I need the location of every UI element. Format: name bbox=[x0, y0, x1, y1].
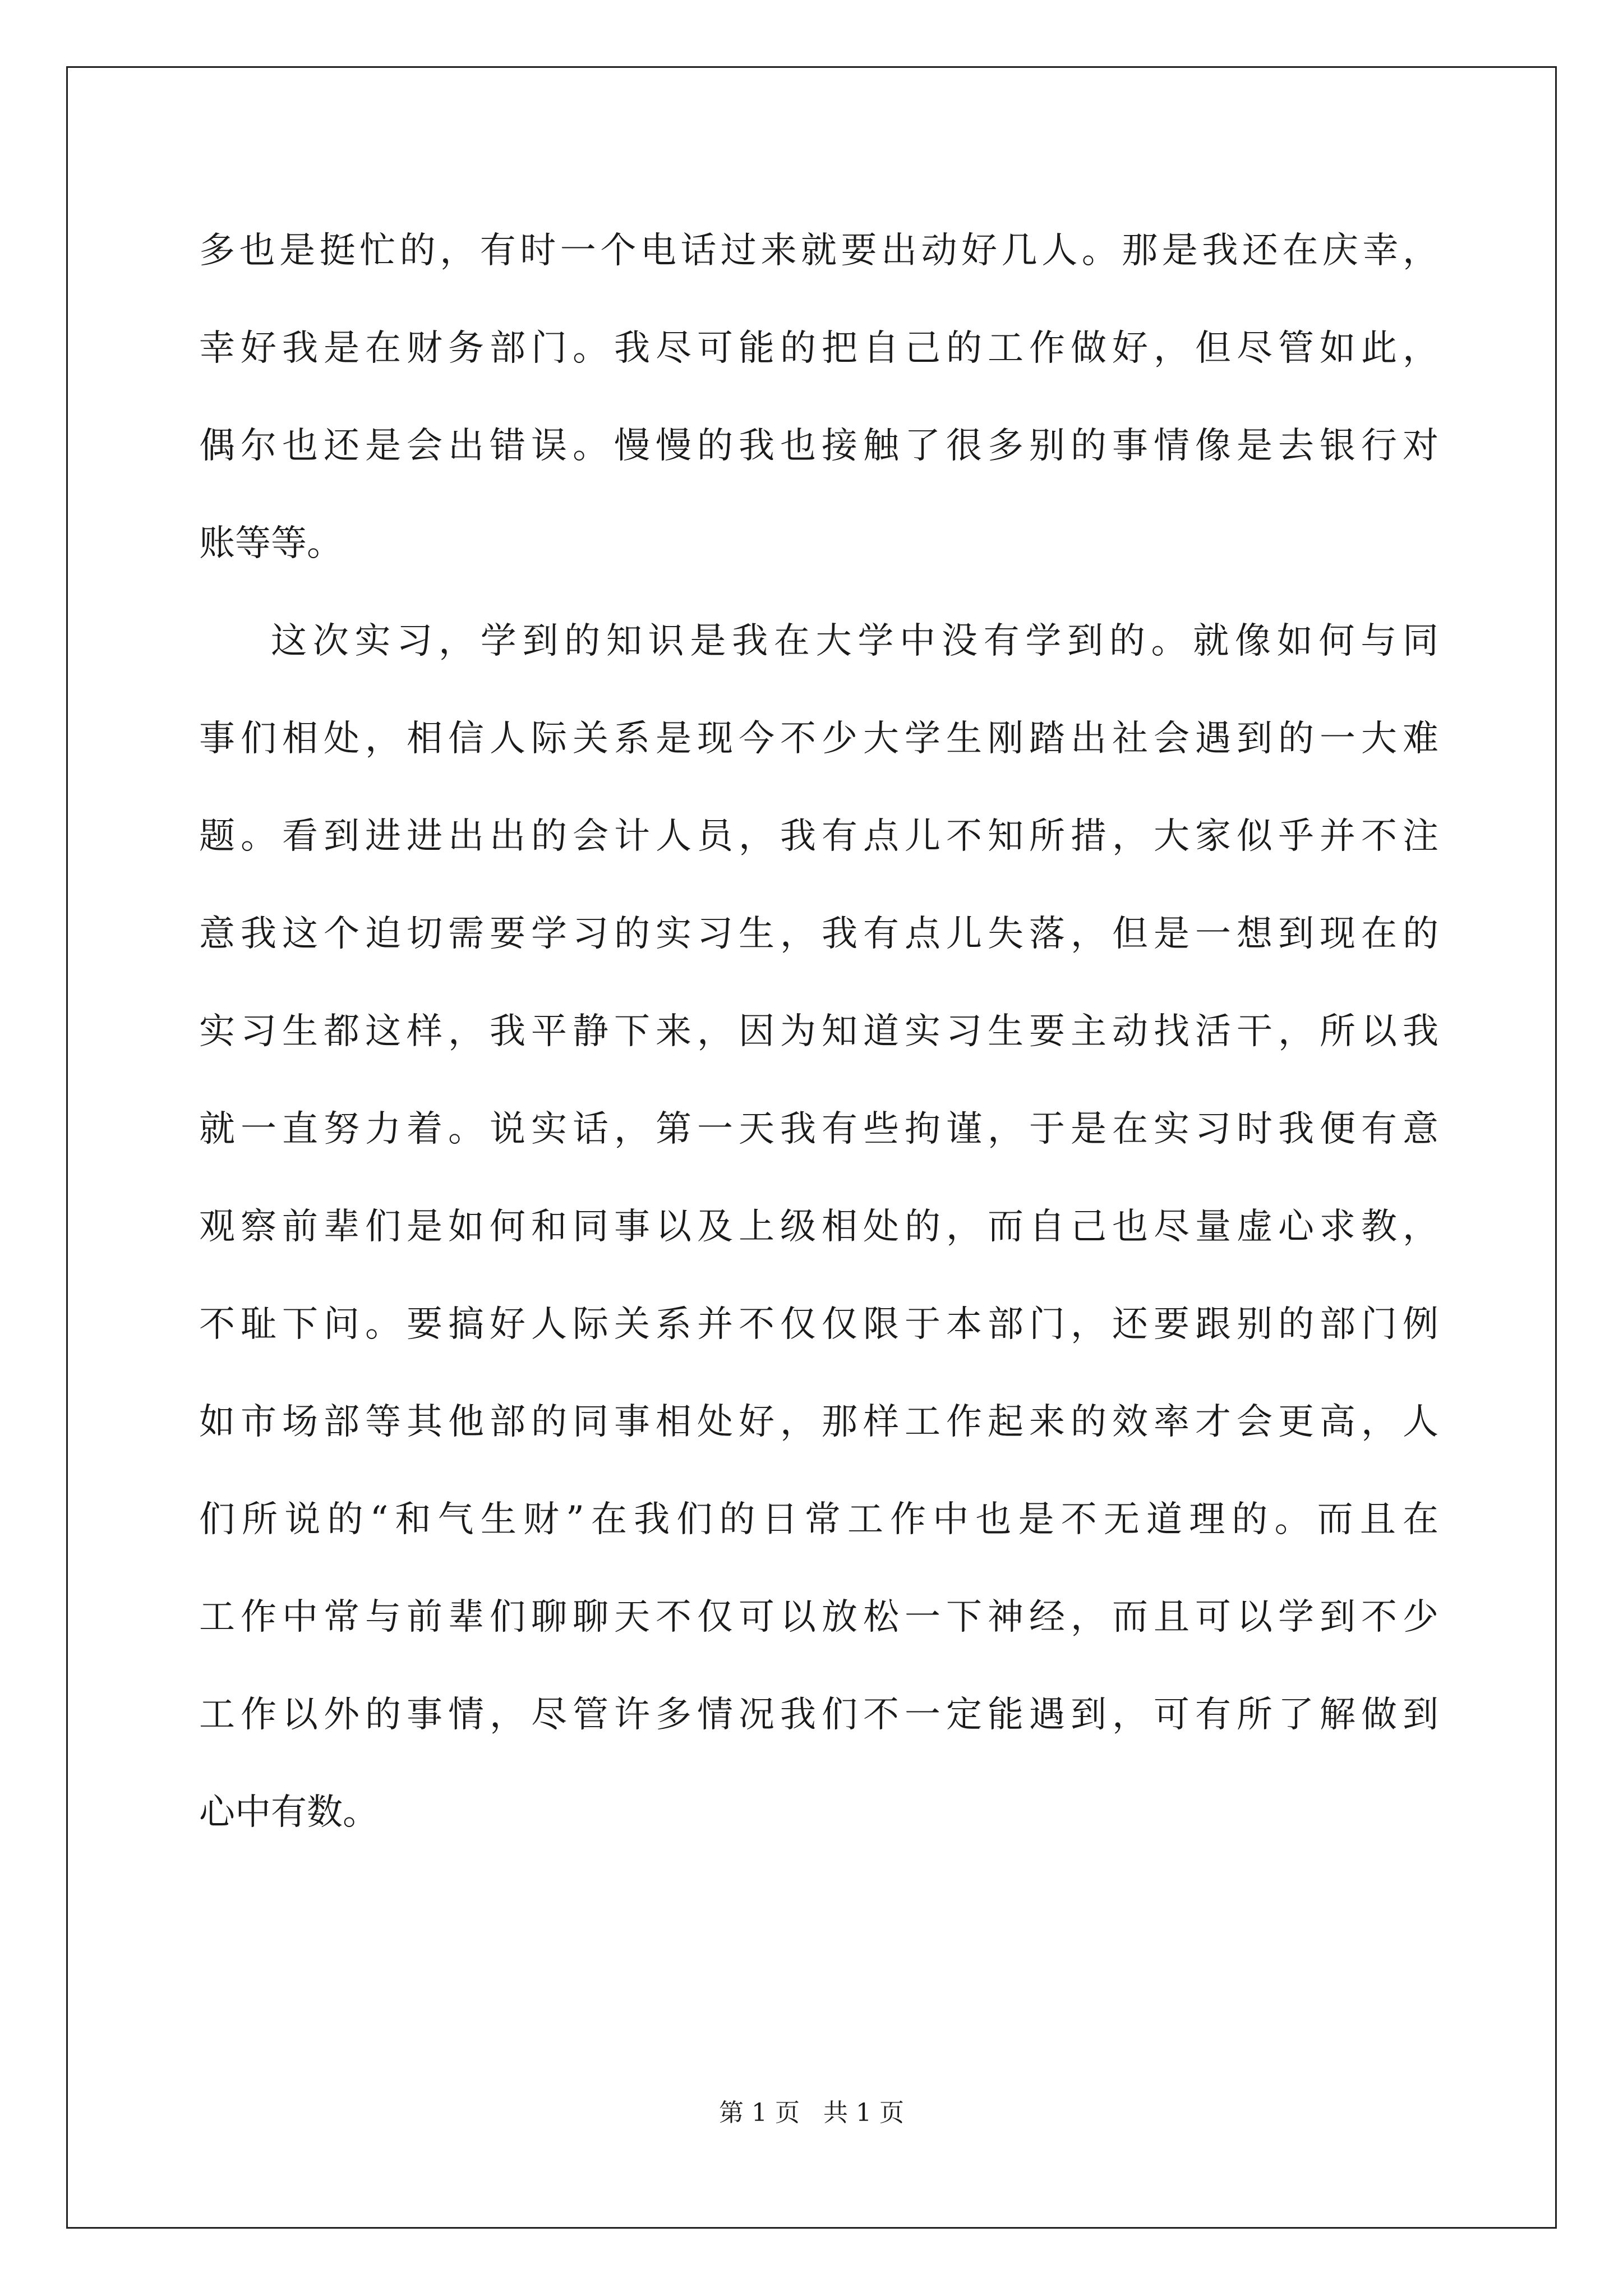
text-line: 意我这个迫切需要学习的实习生，我有点儿失落，但是一想到现在的 bbox=[199, 913, 1438, 955]
text-line: 这次实习，学到的知识是我在大学中没有学到的。就像如何与同 bbox=[271, 620, 1438, 662]
paragraph-1 bbox=[199, 202, 1438, 592]
text-line: 们所说的“和气生财”在我们的日常工作中也是不无道理的。而且在 bbox=[199, 1499, 1438, 1540]
text-line: 不耻下问。要搞好人际关系并不仅仅限于本部门，还要跟别的部门例 bbox=[199, 1304, 1438, 1345]
text-line: 幸好我是在财务部门。我尽可能的把自己的工作做好，但尽管如此， bbox=[199, 328, 1438, 369]
text-line: 心中有数。 bbox=[199, 1792, 379, 1833]
page-number-footer: 第 1 页 共 1 页 bbox=[719, 2099, 904, 2127]
text-line: 事们相处，相信人际关系是现今不少大学生刚踏出社会遇到的一大难 bbox=[199, 718, 1438, 760]
text-line: 多也是挺忙的，有时一个电话过来就要出动好几人。那是我还在庆幸， bbox=[199, 230, 1438, 272]
document-body bbox=[199, 202, 1438, 1861]
text-line: 题。看到进进出出的会计人员，我有点儿不知所措，大家似乎并不注 bbox=[199, 816, 1438, 857]
text-line: 偶尔也还是会出错误。慢慢的我也接触了很多别的事情像是去银行对 bbox=[199, 425, 1438, 467]
text-line: 工作以外的事情，尽管许多情况我们不一定能遇到，可有所了解做到 bbox=[199, 1694, 1438, 1736]
paragraph-2 bbox=[199, 592, 1438, 1861]
text-line: 实习生都这样，我平静下来，因为知道实习生要主动找活干，所以我 bbox=[199, 1011, 1438, 1052]
text-line: 如市场部等其他部的同事相处好，那样工作起来的效率才会更高，人 bbox=[199, 1401, 1438, 1443]
text-line: 就一直努力着。说实话，第一天我有些拘谨，于是在实习时我便有意 bbox=[199, 1108, 1438, 1150]
text-line: 账等等。 bbox=[199, 523, 343, 564]
text-line: 工作中常与前辈们聊聊天不仅可以放松一下神经，而且可以学到不少 bbox=[199, 1596, 1438, 1638]
text-line: 观察前辈们是如何和同事以及上级相处的，而自己也尽量虚心求教， bbox=[199, 1206, 1438, 1248]
